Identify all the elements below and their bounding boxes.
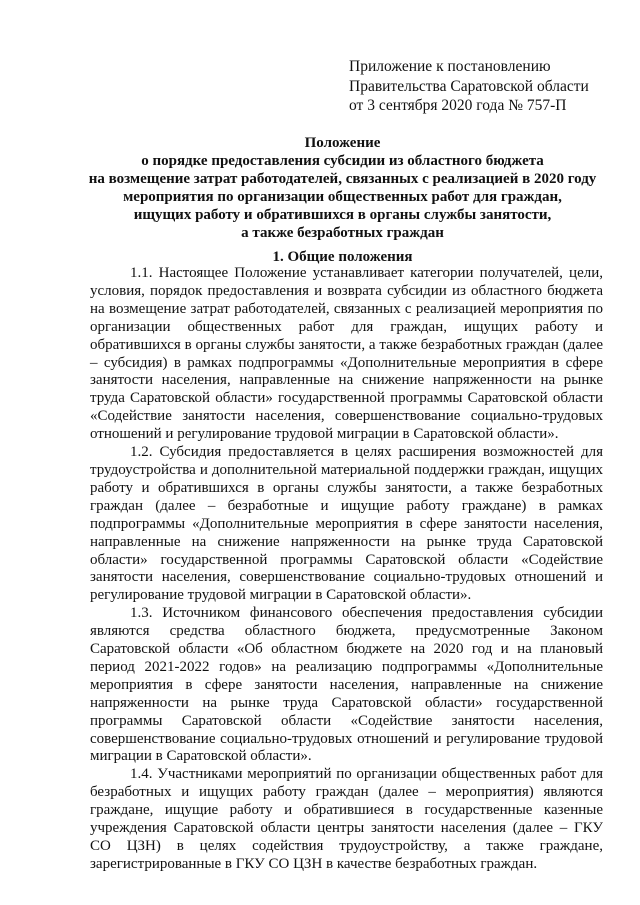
title-line: ищущих работу и обратившихся в органы службы занятости, — [133, 207, 552, 223]
document-title — [80, 134, 605, 242]
paragraph-1-1: 1.1. Настоящее Положение устанавливает категории получателей, цели, условия, порядок предоставления и возврата субсидии из областного бюджета на возмещение затрат работодателей, связанных с реализацией мероприятия по организации общественных работ для граждан, ищущих работу и обратившихся в органы службы занятости, а также безработных граждан (далее – субсидия) в рамках подпрограммы «Дополнительные мероприятия в сфере занятости населения, направленные на снижение напряженности на рынке труда Саратовской области» государственной программы Саратовской области «Содействие занятости населения, совершенствование социально-трудовых отношений и регулирование трудовой миграции в Саратовской области». — [90, 265, 603, 443]
appendix-line-1: Приложение к постановлению — [349, 58, 551, 75]
title-line: а также безработных граждан — [241, 225, 444, 241]
appendix-line-3: от 3 сентября 2020 года № 757-П — [349, 97, 567, 114]
appendix-line-2: Правительства Саратовской области — [349, 77, 589, 95]
paragraph-1-2: 1.2. Субсидия предоставляется в целях расширения возможностей для трудоустройства и дополнительной материальной поддержки граждан, ищущих работу и обратившихся в органы службы занятости, а также безработных граждан (далее – безработные и ищущие работу граждане) в рамках подпрограммы «Дополнительные мероприятия в сфере занятости населения, направленные на снижение напряженности на рынке труда Саратовской области» государственной программы Саратовской области «Содействие занятости населения, совершенствование социально-трудовых отношений и регулирование трудовой миграции в Саратовской области». — [90, 444, 603, 604]
paragraph-1-4: 1.4. Участниками мероприятий по организации общественных работ для безработных и ищущих работу граждан (далее – мероприятия) являются граждане, ищущие работу и обратившиеся в государственные казенные учреждения Саратовской области центры занятости населения (далее – ГКУ СО ЦЗН) в целях содействия трудоустройству, а также граждане, зарегистрированные в ГКУ СО ЦЗН в качестве безработных граждан. — [90, 766, 603, 872]
paragraph-1-3: 1.3. Источником финансового обеспечения предоставления субсидии являются средства областного бюджета, предусмотренные Законом Саратовской области «Об областном бюджете на 2020 год и на плановый период 2021-2022 годов» на реализацию подпрограммы «Дополнительные мероприятия в сфере занятости населения, направленные на снижение напряженности на рынке труда Саратовской области» государственной программы Саратовской области «Содействие занятости населения, совершенствование социально-трудовых отношений и регулирование трудовой миграции в Саратовской области». — [90, 605, 603, 765]
section-body — [90, 265, 603, 874]
title-line: о порядке предоставления субсидии из областного бюджета — [141, 153, 544, 169]
title-heading: Положение — [304, 135, 381, 151]
appendix-note — [349, 57, 619, 116]
title-line: мероприятия по организации общественных работ для граждан, — [123, 189, 562, 205]
title-line: на возмещение затрат работодателей, связанных с реализацией в 2020 году — [88, 171, 597, 187]
section-heading: 1. Общие положения — [272, 249, 413, 265]
